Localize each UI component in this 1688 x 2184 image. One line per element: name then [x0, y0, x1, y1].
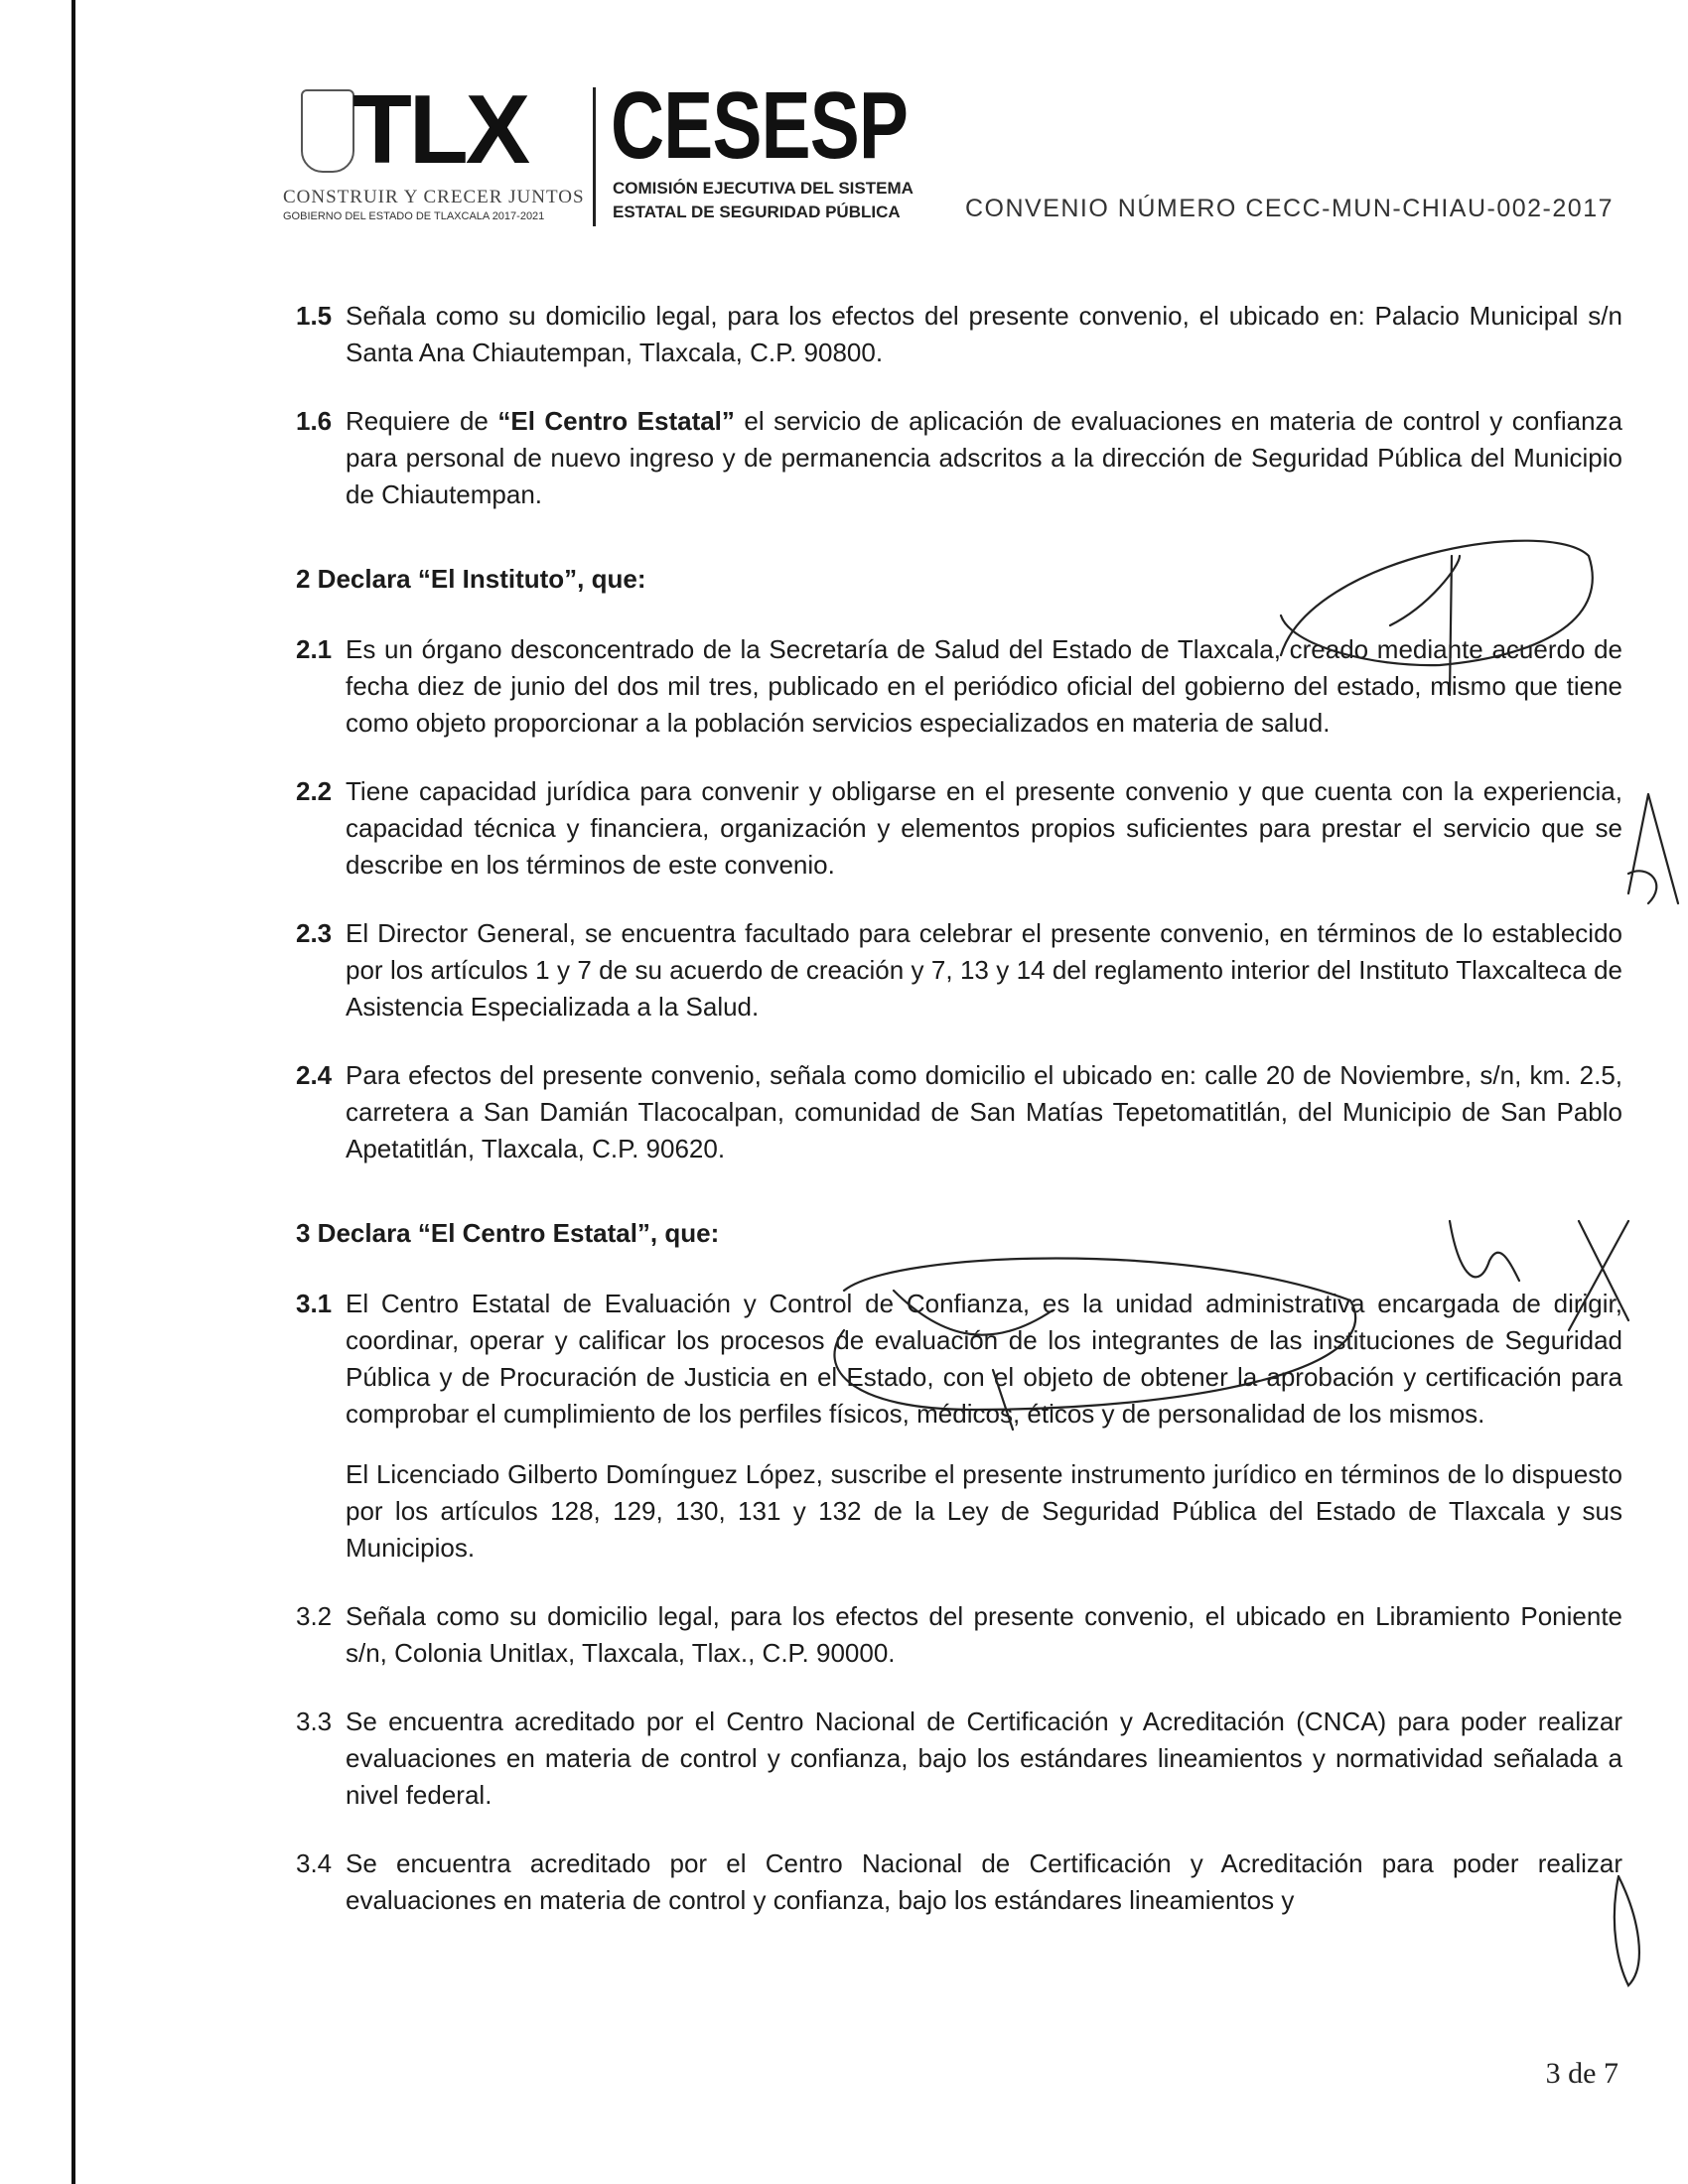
- clause-text-after: el servicio de aplicación de evaluaciones en materia de control y confianza para personal de nuevo ingreso y de permanencia adscritos a la dirección de Seguridad Pública del Municipio de Chiautempan.: [346, 406, 1622, 509]
- slogan: CONSTRUIR Y CRECER JUNTOS: [283, 187, 585, 207]
- clause-text: El Centro Estatal de Evaluación y Control de Confianza, es la unidad administrativa encargada de dirigir, coordinar, operar y calificar los procesos de evaluación de los integrantes de las instituciones de Seguridad Pública y de Procuración de Justicia en el Estado, con el objeto de obtener la aprobación y certificación para comprobar el cumplimiento de los perfiles físicos, médicos, éticos y de personalidad de los mismos.: [346, 1289, 1622, 1429]
- clause-2-4: [296, 1057, 1622, 1167]
- tlx-logo: TLX: [352, 74, 528, 184]
- government-label: GOBIERNO DEL ESTADO DE TLAXCALA 2017-2021: [283, 210, 545, 222]
- clause-text: Se encuentra acreditado por el Centro Nacional de Certificación y Acreditación (CNCA) para poder realizar evaluaciones en materia de control y confianza, bajo los estándares lineamientos y normatividad señalada a nivel federal.: [346, 1706, 1622, 1810]
- section-heading-3: 3 Declara “El Centro Estatal”, que:: [296, 1218, 720, 1248]
- clause-text-before: Requiere de: [346, 406, 498, 436]
- clause-2-2: [296, 773, 1622, 884]
- agreement-number: CONVENIO NÚMERO CECC-MUN-CHIAU-002-2017: [964, 195, 1614, 222]
- commission-line-2: ESTATAL DE SEGURIDAD PÚBLICA: [613, 203, 901, 221]
- clause-number: 1.6: [296, 406, 333, 436]
- clause-3-2: [296, 1598, 1622, 1672]
- clause-3-1: [296, 1286, 1622, 1433]
- signature-mark-2: [1628, 794, 1678, 903]
- clause-number: 1.5: [296, 301, 333, 331]
- clause-number: 2.4: [296, 1060, 333, 1090]
- commission-line-1: COMISIÓN EJECUTIVA DEL SISTEMA: [613, 179, 914, 198]
- clause-number: 3.2: [296, 1601, 333, 1631]
- clause-text: Es un órgano desconcentrado de la Secretaría de Salud del Estado de Tlaxcala, creado mediante acuerdo de fecha diez de junio del dos mil tres, publicado en el periódico oficial del gobierno del estado, mismo que tiene como objeto proporcionar a la población servicios especializados en materia de salud.: [346, 634, 1622, 738]
- clause-2-3: [296, 915, 1622, 1025]
- cesesp-logo: CESESP: [611, 72, 909, 179]
- clause-1-5: [296, 298, 1622, 371]
- clause-number: 3.4: [296, 1848, 333, 1878]
- clause-text: Señala como su domicilio legal, para los efectos del presente convenio, el ubicado en Libramiento Poniente s/n, Colonia Unitlax, Tlaxcala, Tlax., C.P. 90000.: [346, 1601, 1622, 1668]
- clause-text: Para efectos del presente convenio, señala como domicilio el ubicado en: calle 20 de Noviembre, s/n, km. 2.5, carretera a San Damián Tlacocalpan, comunidad de San Matías Tepetomatitlán, del Municipio de San Pablo Apetatitlán, Tlaxcala, C.P. 90620.: [346, 1060, 1622, 1163]
- state-seal-icon: [301, 89, 354, 173]
- clause-text: Señala como su domicilio legal, para los efectos del presente convenio, el ubicado en: Palacio Municipal s/n Santa Ana Chiautempan, Tlaxcala, C.P. 90800.: [346, 301, 1622, 367]
- clause-text: Se encuentra acreditado por el Centro Nacional de Certificación y Acreditación para poder realizar evaluaciones en materia de control y confianza, bajo los estándares lineamientos y: [346, 1848, 1622, 1915]
- document-body: [296, 298, 1622, 1951]
- clause-text: Tiene capacidad jurídica para convenir y obligarse en el presente convenio y que cuenta con la experiencia, capacidad técnica y financiera, organización y elementos propios suficientes para prestar el servicio que se describe en los términos de este convenio.: [346, 776, 1622, 880]
- clause-3-1-paragraph: El Licenciado Gilberto Domínguez López, suscribe el presente instrumento jurídico en términos de lo dispuesto por los artículos 128, 129, 130, 131 y 132 de la Ley de Seguridad Pública del Estado de Tlaxcala y sus Municipios.: [346, 1459, 1622, 1563]
- clause-bold-term: “El Centro Estatal”: [497, 406, 735, 436]
- section-heading-2: 2 Declara “El Instituto”, que:: [296, 564, 646, 594]
- clause-number: 2.3: [296, 918, 333, 948]
- clause-number: 3.1: [296, 1289, 333, 1318]
- clause-number: 2.2: [296, 776, 333, 806]
- clause-number: 3.3: [296, 1706, 333, 1736]
- page-number: 3 de 7: [1545, 2057, 1618, 2090]
- clause-3-4: [296, 1845, 1622, 1919]
- clause-1-6: [296, 403, 1622, 513]
- clause-2-1: [296, 631, 1622, 742]
- clause-number: 2.1: [296, 634, 333, 664]
- letterhead: [283, 72, 1614, 233]
- commission-label: [613, 177, 914, 224]
- logo-divider: [593, 87, 596, 226]
- binding-line: [71, 0, 75, 2184]
- clause-text: El Director General, se encuentra facultado para celebrar el presente convenio, en términos de lo establecido por los artículos 1 y 7 de su acuerdo de creación y 7, 13 y 14 del reglamento interior del Instituto Tlaxcalteca de Asistencia Especializada a la Salud.: [346, 918, 1622, 1022]
- clause-3-3: [296, 1704, 1622, 1814]
